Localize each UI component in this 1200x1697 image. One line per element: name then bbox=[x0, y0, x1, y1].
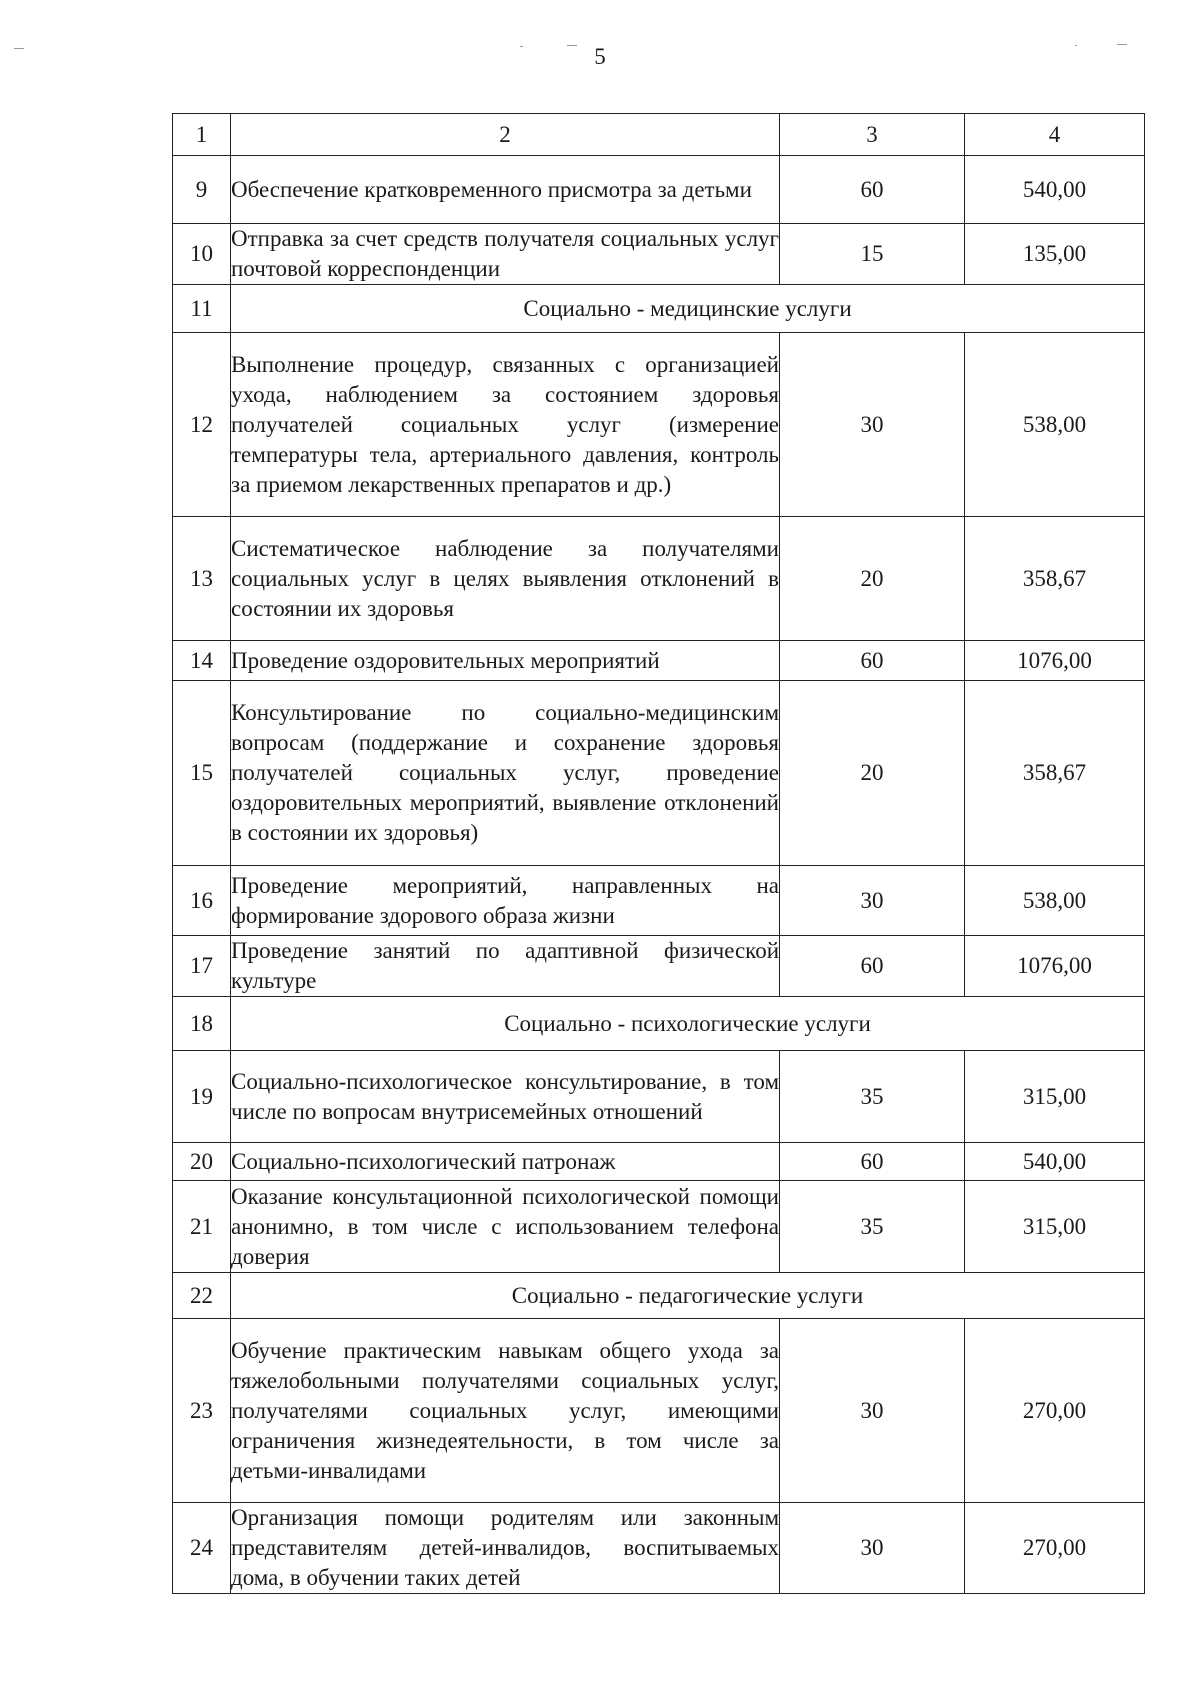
header-cell-3: 3 bbox=[780, 114, 965, 156]
table-row bbox=[173, 1181, 1145, 1273]
row-number: 12 bbox=[173, 333, 231, 517]
service-name: Обеспечение кратковременного присмотра за детьми bbox=[231, 156, 780, 224]
table-row bbox=[173, 156, 1145, 224]
table-row bbox=[173, 936, 1145, 997]
section-title: Социально - педагогические услуги bbox=[231, 1273, 1145, 1319]
table-row bbox=[173, 866, 1145, 936]
table-row bbox=[173, 517, 1145, 641]
section-row bbox=[173, 1273, 1145, 1319]
page-number: 5 bbox=[594, 44, 606, 69]
table-row bbox=[173, 1503, 1145, 1594]
service-duration: 20 bbox=[780, 517, 965, 641]
header-cell-4: 4 bbox=[965, 114, 1145, 156]
row-number: 15 bbox=[173, 681, 231, 866]
row-number: 14 bbox=[173, 641, 231, 681]
service-price: 270,00 bbox=[965, 1319, 1145, 1503]
section-title: Социально - медицинские услуги bbox=[231, 285, 1145, 333]
service-duration: 35 bbox=[780, 1051, 965, 1143]
service-duration: 30 bbox=[780, 1319, 965, 1503]
service-duration: 60 bbox=[780, 936, 965, 997]
row-number: 18 bbox=[173, 997, 231, 1051]
service-duration: 15 bbox=[780, 224, 965, 285]
service-price: 540,00 bbox=[965, 156, 1145, 224]
table-row bbox=[173, 1319, 1145, 1503]
row-number: 10 bbox=[173, 224, 231, 285]
service-price: 135,00 bbox=[965, 224, 1145, 285]
service-price: 1076,00 bbox=[965, 641, 1145, 681]
service-duration: 60 bbox=[780, 1143, 965, 1181]
row-number: 23 bbox=[173, 1319, 231, 1503]
service-duration: 30 bbox=[780, 866, 965, 936]
table-row bbox=[173, 681, 1145, 866]
row-number: 16 bbox=[173, 866, 231, 936]
row-number: 17 bbox=[173, 936, 231, 997]
row-number: 13 bbox=[173, 517, 231, 641]
row-number: 11 bbox=[173, 285, 231, 333]
services-table-body bbox=[173, 114, 1145, 1594]
service-name: Консультирование по социально-медицинским вопросам (поддержание и сохранение здоровья получателей социальных услуг, проведение оздоровительных мероприятий, выявление отклонений в состоянии их здоровья) bbox=[231, 681, 780, 866]
service-name: Выполнение процедур, связанных с организацией ухода, наблюдением за состоянием здоровья получателей социальных услуг (измерение температуры тела, артериального давления, контроль за приемом лекарственных препаратов и др.) bbox=[231, 333, 780, 517]
section-title: Социально - психологические услуги bbox=[231, 997, 1145, 1051]
service-duration: 60 bbox=[780, 156, 965, 224]
row-number: 22 bbox=[173, 1273, 231, 1319]
service-price: 1076,00 bbox=[965, 936, 1145, 997]
service-name: Обучение практическим навыкам общего ухода за тяжелобольными получателями социальных услуг, получателями социальных услуг, имеющими ограничения жизнедеятельности, в том числе за детьми-инвалидами bbox=[231, 1319, 780, 1503]
service-duration: 20 bbox=[780, 681, 965, 866]
table-row bbox=[173, 1051, 1145, 1143]
table-row bbox=[173, 1143, 1145, 1181]
header-row bbox=[173, 114, 1145, 156]
service-name: Проведение занятий по адаптивной физической культуре bbox=[231, 936, 780, 997]
service-name: Проведение мероприятий, направленных на формирование здорового образа жизни bbox=[231, 866, 780, 936]
row-number: 21 bbox=[173, 1181, 231, 1273]
service-name: Проведение оздоровительных мероприятий bbox=[231, 641, 780, 681]
service-duration: 30 bbox=[780, 333, 965, 517]
service-name: Оказание консультационной психологической помощи анонимно, в том числе с использованием телефона доверия bbox=[231, 1181, 780, 1273]
service-name: Социально-психологическое консультирование, в том числе по вопросам внутрисемейных отношений bbox=[231, 1051, 780, 1143]
service-name: Организация помощи родителям или законным представителям детей-инвалидов, воспитываемых дома, в обучении таких детей bbox=[231, 1503, 780, 1594]
table-row bbox=[173, 224, 1145, 285]
service-price: 538,00 bbox=[965, 333, 1145, 517]
row-number: 20 bbox=[173, 1143, 231, 1181]
service-duration: 60 bbox=[780, 641, 965, 681]
row-number: 24 bbox=[173, 1503, 231, 1594]
service-duration: 35 bbox=[780, 1181, 965, 1273]
service-duration: 30 bbox=[780, 1503, 965, 1594]
service-name: Отправка за счет средств получателя социальных услуг почтовой корреспонденции bbox=[231, 224, 780, 285]
service-name: Социально-психологический патронаж bbox=[231, 1143, 780, 1181]
service-price: 540,00 bbox=[965, 1143, 1145, 1181]
service-price: 315,00 bbox=[965, 1181, 1145, 1273]
table-row bbox=[173, 333, 1145, 517]
services-table bbox=[172, 113, 1145, 1594]
row-number: 9 bbox=[173, 156, 231, 224]
service-price: 315,00 bbox=[965, 1051, 1145, 1143]
header-cell-2: 2 bbox=[231, 114, 780, 156]
service-price: 538,00 bbox=[965, 866, 1145, 936]
header-cell-1: 1 bbox=[173, 114, 231, 156]
row-number: 19 bbox=[173, 1051, 231, 1143]
service-name: Систематическое наблюдение за получателями социальных услуг в целях выявления отклонений в состоянии их здоровья bbox=[231, 517, 780, 641]
service-price: 358,67 bbox=[965, 517, 1145, 641]
service-price: 270,00 bbox=[965, 1503, 1145, 1594]
section-row bbox=[173, 997, 1145, 1051]
section-row bbox=[173, 285, 1145, 333]
service-price: 358,67 bbox=[965, 681, 1145, 866]
table-row bbox=[173, 641, 1145, 681]
